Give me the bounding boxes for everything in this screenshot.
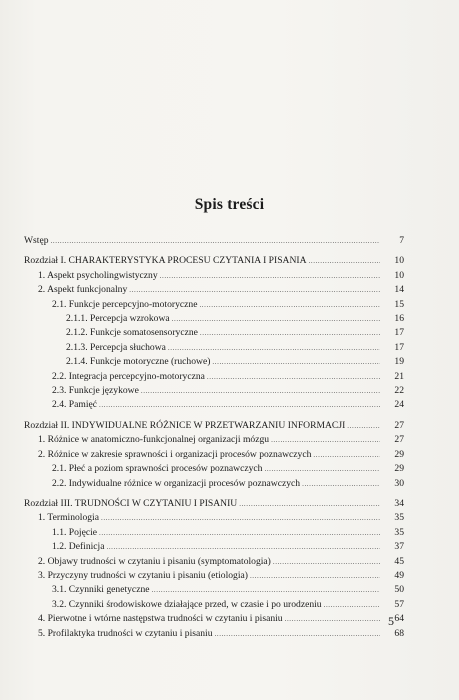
toc-entry-title: 2.1.1. Percepcja wzrokowa bbox=[66, 313, 170, 325]
toc-entry bbox=[24, 370, 404, 384]
dot-leader bbox=[215, 627, 380, 641]
toc-entry-page: 35 bbox=[394, 512, 404, 524]
toc-entry-title: 2. Aspekt funkcjonalny bbox=[38, 284, 128, 296]
toc-entry-page: 30 bbox=[394, 477, 404, 489]
toc-entry-page: 50 bbox=[394, 584, 404, 596]
dot-leader bbox=[51, 234, 380, 248]
toc-entry bbox=[24, 555, 404, 569]
toc-entry-title: 2.1. Funkcje percepcyjno-motoryczne bbox=[52, 298, 198, 310]
dot-leader bbox=[99, 526, 380, 540]
toc-entry-page: 15 bbox=[394, 298, 404, 310]
toc-entry-page: 24 bbox=[394, 399, 404, 411]
table-of-contents bbox=[24, 234, 404, 641]
dot-leader bbox=[106, 540, 380, 554]
dot-leader bbox=[200, 326, 380, 340]
toc-entry-title: 2.1.2. Funkcje somatosensoryczne bbox=[66, 327, 198, 339]
toc-entry-page: 10 bbox=[394, 269, 404, 281]
toc-entry-page: 37 bbox=[394, 541, 404, 553]
toc-entry bbox=[24, 526, 404, 540]
toc-entry-title: 1. Terminologia bbox=[38, 512, 99, 524]
toc-entry-title: 2.1. Płeć a poziom sprawności procesów poznawczych bbox=[52, 463, 263, 475]
toc-entry bbox=[24, 462, 404, 476]
toc-entry-title: 2.3. Funkcje językowe bbox=[52, 385, 139, 397]
toc-entry bbox=[24, 612, 404, 626]
toc-entry bbox=[24, 433, 404, 447]
toc-entry bbox=[24, 298, 404, 312]
dot-leader bbox=[239, 497, 380, 511]
toc-entry-page: 16 bbox=[394, 313, 404, 325]
toc-entry-page: 64 bbox=[394, 613, 404, 625]
toc-entry-title: 2. Objawy trudności w czytaniu i pisaniu (symptomatologia) bbox=[38, 555, 271, 567]
toc-entry bbox=[24, 477, 404, 491]
dot-leader bbox=[99, 398, 380, 412]
toc-entry-title: 2.1.4. Funkcje motoryczne (ruchowe) bbox=[66, 356, 211, 368]
toc-entry bbox=[24, 569, 404, 583]
toc-entry bbox=[24, 341, 404, 355]
dot-leader bbox=[141, 384, 380, 398]
toc-entry bbox=[24, 283, 404, 297]
dot-leader bbox=[285, 612, 380, 626]
toc-entry-page: 10 bbox=[394, 255, 404, 267]
toc-entry-title: Wstęp bbox=[24, 235, 49, 246]
toc-entry bbox=[24, 598, 404, 612]
toc-entry-title: 1. Aspekt psycholingwistyczny bbox=[38, 269, 158, 281]
dot-leader bbox=[309, 254, 380, 268]
dot-leader bbox=[271, 433, 380, 447]
toc-entry-title: 3.1. Czynniki genetyczne bbox=[52, 584, 150, 596]
page-number: 5 bbox=[388, 614, 394, 628]
dot-leader bbox=[152, 583, 380, 597]
toc-entry bbox=[24, 269, 404, 283]
dot-leader bbox=[168, 341, 380, 355]
toc-entry bbox=[24, 234, 404, 248]
toc-entry bbox=[24, 312, 404, 326]
toc-entry-page: 14 bbox=[394, 284, 404, 296]
toc-entry-page: 27 bbox=[394, 434, 404, 446]
toc-entry-page: 17 bbox=[394, 341, 404, 353]
toc-entry-page: 21 bbox=[394, 370, 404, 382]
toc-entry-title: 5. Profilaktyka trudności w czytaniu i pisaniu bbox=[38, 627, 213, 639]
dot-leader bbox=[207, 370, 380, 384]
toc-entry-title: 3. Przyczyny trudności w czytaniu i pisaniu (etiologia) bbox=[38, 569, 248, 581]
dot-leader bbox=[212, 355, 380, 369]
dot-leader bbox=[160, 269, 380, 283]
dot-leader bbox=[129, 283, 380, 297]
toc-entry-title: 4. Pierwotne i wtórne następstwa trudności w czytaniu i pisaniu bbox=[38, 613, 283, 625]
toc-entry-page: 29 bbox=[394, 463, 404, 475]
toc-entry-page: 45 bbox=[394, 555, 404, 567]
toc-entry-title: 2.2. Indywidualne różnice w organizacji procesów poznawczych bbox=[52, 477, 301, 489]
toc-entry-title: Rozdział I. CHARAKTERYSTYKA PROCESU CZYTANIA I PISANIA bbox=[24, 255, 307, 267]
toc-entry-page: 29 bbox=[394, 448, 404, 460]
toc-entry-page: 57 bbox=[394, 598, 404, 610]
toc-entry bbox=[24, 497, 404, 511]
toc-entry bbox=[24, 419, 404, 433]
dot-leader bbox=[264, 462, 380, 476]
dot-leader bbox=[172, 312, 380, 326]
toc-entry-page: 49 bbox=[394, 569, 404, 581]
toc-entry-title: Rozdział II. INDYWIDUALNE RÓŻNICE W PRZETWARZANIU INFORMACJI bbox=[24, 419, 346, 431]
toc-entry bbox=[24, 326, 404, 340]
dot-leader bbox=[302, 477, 380, 491]
toc-entry-title: 2.2. Integracja percepcyjno-motoryczna bbox=[52, 370, 205, 382]
toc-entry-page: 35 bbox=[394, 526, 404, 538]
dot-leader bbox=[313, 448, 380, 462]
toc-entry bbox=[24, 627, 404, 641]
toc-entry-page: 27 bbox=[394, 419, 404, 431]
toc-entry-page: 19 bbox=[394, 356, 404, 368]
dot-leader bbox=[199, 298, 380, 312]
toc-entry-page: 34 bbox=[394, 497, 404, 509]
toc-entry bbox=[24, 398, 404, 412]
toc-entry-title: 3.2. Czynniki środowiskowe działające przed, w czasie i po urodzeniu bbox=[52, 598, 322, 610]
toc-entry-title: 1.1. Pojęcie bbox=[52, 526, 98, 538]
dot-leader bbox=[101, 511, 380, 525]
toc-entry bbox=[24, 254, 404, 268]
page-title: Spis treści bbox=[194, 196, 265, 213]
toc-entry-title: 2. Różnice w zakresie sprawności i organizacji procesów poznawczych bbox=[38, 448, 312, 460]
toc-entry bbox=[24, 511, 404, 525]
toc-entry-title: 1. Różnice w anatomiczno-funkcjonalnej organizacji mózgu bbox=[38, 434, 270, 446]
toc-entry-title: 2.1.3. Percepcja słuchowa bbox=[66, 341, 166, 353]
dot-leader bbox=[250, 569, 380, 583]
toc-entry bbox=[24, 540, 404, 554]
dot-leader bbox=[347, 419, 380, 433]
toc-entry-page: 22 bbox=[394, 385, 404, 397]
toc-entry-page: 17 bbox=[394, 327, 404, 339]
toc-entry-page: 7 bbox=[399, 235, 404, 246]
toc-entry-page: 68 bbox=[394, 627, 404, 639]
toc-entry bbox=[24, 355, 404, 369]
toc-entry bbox=[24, 384, 404, 398]
toc-entry-title: Rozdział III. TRUDNOŚCI W CZYTANIU I PISANIU bbox=[24, 497, 238, 509]
toc-entry-title: 2.4. Pamięć bbox=[52, 399, 98, 411]
dot-leader bbox=[324, 598, 380, 612]
dot-leader bbox=[273, 555, 380, 569]
toc-entry-title: 1.2. Definicja bbox=[52, 541, 105, 553]
toc-entry bbox=[24, 583, 404, 597]
toc-entry bbox=[24, 448, 404, 462]
